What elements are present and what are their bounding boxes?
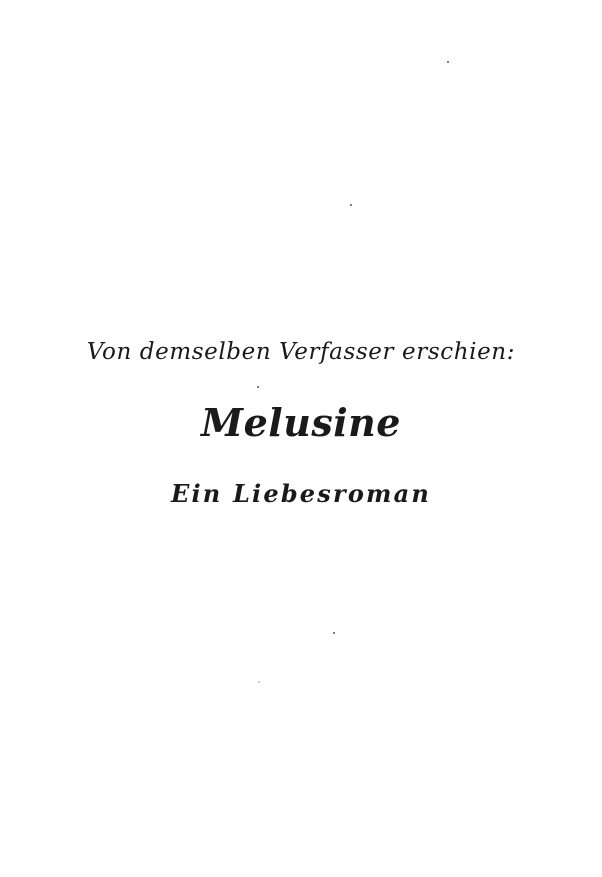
book-title: Melusine — [201, 400, 401, 445]
print-speck — [333, 632, 335, 634]
print-speck — [258, 681, 260, 683]
print-speck — [257, 386, 259, 388]
print-speck — [350, 204, 352, 206]
print-speck — [447, 61, 449, 63]
author-intro-line: Von demselben Verfasser erschien: — [86, 339, 516, 365]
book-subtitle: Ein Liebesroman — [170, 479, 432, 508]
